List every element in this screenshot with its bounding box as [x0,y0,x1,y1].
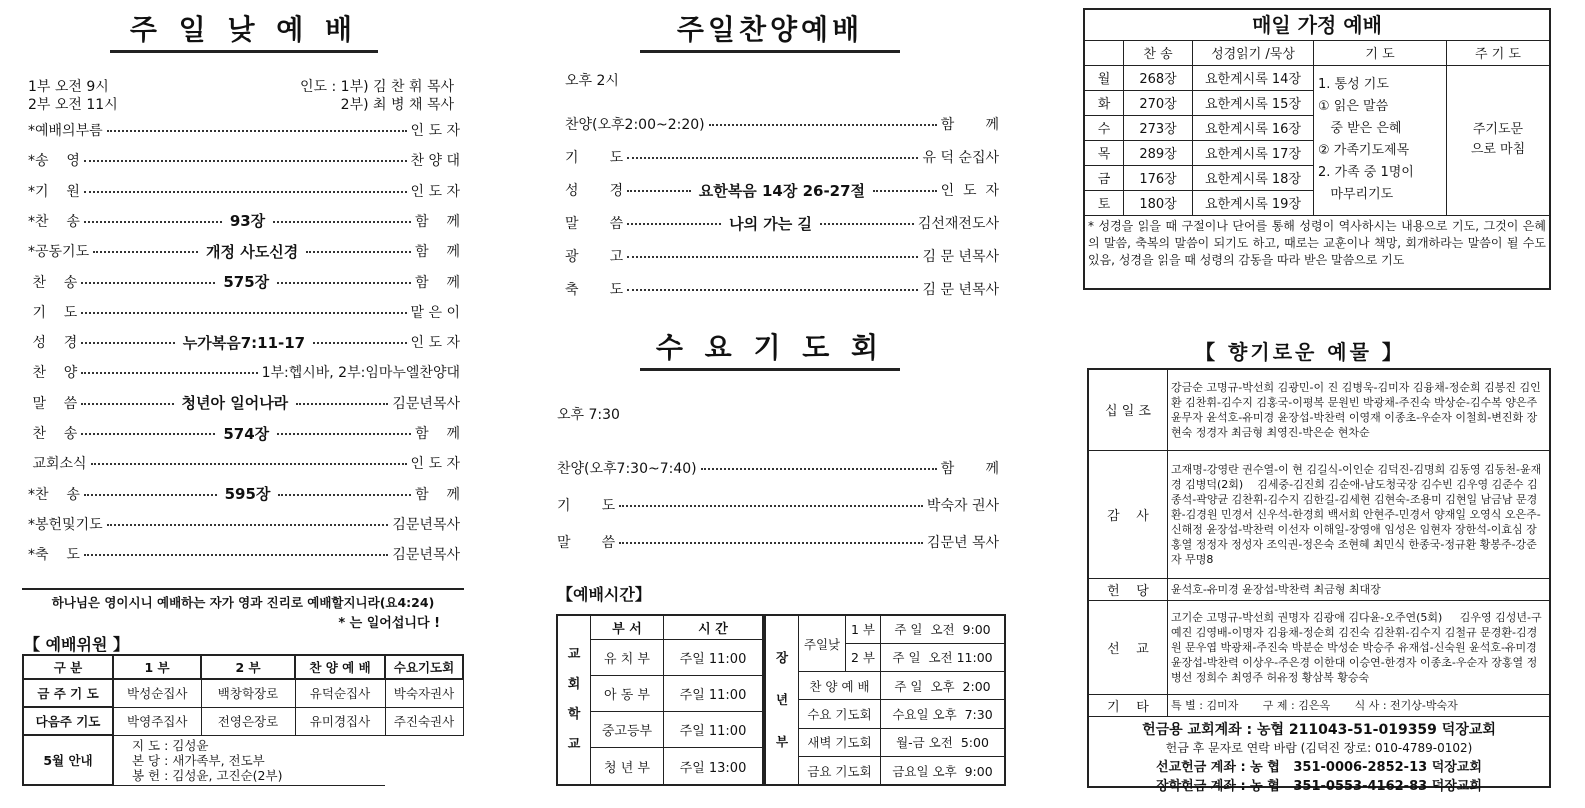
order-leader: 박숙자 권사 [926,498,999,514]
school-header: 부 서 [591,615,664,639]
order-leader: 함 께 [940,461,999,477]
order-leader: 김문년목사 [392,395,460,412]
committee-cell: 박영주집사 [113,707,201,735]
school-label-char: 회 [567,677,581,692]
school-time: 주일 11:00 [664,712,764,748]
committee-row-label: 다음주 기도 [23,707,113,735]
committee-cell: 박숙자권사 [385,679,463,707]
order-item [557,530,999,554]
daily-hymn: 273장 [1124,115,1193,140]
order-item [557,456,999,480]
leader-dots [619,505,923,507]
leader-dots [277,433,411,435]
order-leader: 인 도 자 [410,335,461,352]
may-label: 5월 안내 [23,735,113,785]
mission-account: 선교헌금 계좌 : 농 협 351-0006-2852-13 덕장교회 [1156,760,1482,775]
offering-title: 【 향기로운 예물 】 [1195,340,1405,364]
leader-dots [278,494,411,496]
adult-schedule-table [764,614,1006,786]
order-item [565,178,999,202]
scholarship-account: 장학헌금 계좌 : 농 협 351-0553-4162-83 덕장교회 [1156,779,1482,794]
order-label: *공동기도 [28,244,90,261]
daily-reading: 요한계시록 19장 [1193,190,1314,215]
leader-dots [91,463,407,465]
order-label: 말 씀 [28,395,78,412]
order-label: 기 도 [28,304,78,321]
leader-1: 인도 : 1부) 김 찬 휘 목사 [300,79,454,95]
offering-names: 고재명-강영란 권수열-이 현 김길식-이인순 김덕진-김명희 김동영 김동천-윤재경 김병덕(2회) 김세중-김진희 김순애-남도청국장 김수빈 김우영 김준수 김종석-곽양균 김찬휘-김수지 김한길-김세현 김현숙-조용미 김현일 남금남 문경환-김경원 민경서 신우석-한경희 백서희 안현주-민경서 양재일 오영식 오은주-신해정 윤장섭-박찬력 이선자 이해일-장영애 임성은 임현자 장한석-이효심 장홍열 정정자 정성자 조익권-정은숙 조현혜 최민식 한종국-정규환 황봉주-강준자 무명8 [1168,450,1550,578]
order-label: 기 도 [557,498,616,514]
leader-dots [277,282,411,284]
offering-label: 십 일 조 [1089,370,1168,450]
prayer-line: 마무리기도 [1318,187,1394,203]
praise-service-title: 주일찬양예배 [640,8,900,53]
offering-names: 강금순 고명규-박선희 김광민-이 진 김병욱-김미자 김융채-정순희 김봉진 김인환 김찬휘-김수지 김홍국-이평복 문원빈 박광채-주진숙 박상순-김수복 양은주 윤무자 윤석호-유미경 윤장섭-박찬력 이영재 이종초-우순자 이철희-변진화 장현숙 정경자 최금형 최영진-박은순 현차순 [1168,370,1550,450]
school-time: 주일 11:00 [664,639,764,675]
order-label: *찬 송 [28,213,80,230]
order-item [28,391,460,415]
lords-prayer [1447,65,1550,215]
adult-service: 주일낮 [799,615,846,672]
adult-service: 금요 기도회 [799,757,881,785]
order-leader: 유 덕 순집사 [922,150,999,166]
daily-header: 성경읽기 /묵상 [1193,41,1314,65]
adult-time: 주 일 오전 11:00 [881,643,1006,671]
school-dept: 유 치 부 [591,639,664,675]
order-leader: 찬 양 대 [410,153,460,170]
order-leader: 함 께 [415,274,461,291]
may-line: 지 도 : 김성윤 [132,737,209,753]
leader-dots [81,282,215,284]
order-label: 성 경 [565,183,624,199]
school-dept: 아 동 부 [591,675,664,711]
standing-note: * 는 일어섭니다 ! [338,616,440,631]
order-content: 575장 [223,273,270,291]
daily-reading: 요한계시록 15장 [1193,90,1314,115]
adult-service: 수요 기도회 [799,700,881,728]
adult-label-char: 부 [775,734,789,749]
order-item [565,277,999,301]
adult-service: 찬 양 예 배 [799,672,881,700]
school-dept: 중고등부 [591,712,664,748]
order-content: 요한복음 14장 26-27절 [698,181,866,200]
order-leader: 함 께 [415,426,461,442]
order-item [28,239,460,263]
leader-dots [709,124,937,126]
school-label-char: 학 [567,707,581,722]
order-item [28,209,460,233]
adult-time: 금요일 오후 9:00 [881,757,1006,785]
order-leader: 김선재전도사 [917,216,1000,232]
order-label: 말 씀 [557,535,616,551]
order-item [565,244,999,268]
leader-dots [701,468,937,470]
daily-worship-table [1085,41,1549,215]
leader-dots [820,223,914,225]
order-item [28,179,460,203]
contact-note: 헌금 후 문자로 연락 바람 (김덕진 장로: 010-4789-0102) [1165,741,1473,755]
daily-header: 기 도 [1314,41,1447,65]
daily-header: 찬 송 [1124,41,1193,65]
leader-dots [627,223,721,225]
leader-dots [84,191,407,193]
order-label: 성 경 [28,335,78,352]
order-item [28,118,460,142]
order-content: 누가복음7:11-17 [182,333,306,352]
offering-names: 윤석호-유미경 윤장섭-박찬력 최금형 최대장 [1168,578,1550,600]
service-times [28,78,118,114]
leader-dots [273,221,411,223]
committee-table [22,654,464,786]
leader-dots [84,221,222,223]
order-label: 찬양(오후7:30~7:40) [557,461,697,477]
order-label: *찬 송 [28,486,80,503]
committee-title: 【 예배위원 】 [24,635,129,654]
daily-worship-title: 매일 가정 예배 [1085,10,1549,41]
offering-table [1089,370,1549,716]
leader-dots [627,256,918,258]
sunday-service-title: 주 일 낮 예 배 [110,8,378,53]
committee-cell: 전영은장로 [201,707,295,735]
adult-label-char: 년 [775,692,789,707]
school-label-char: 교 [567,647,581,662]
adult-time: 주 일 오전 9:00 [881,615,1006,643]
lords-prayer-line: 으로 마침 [1470,142,1526,158]
committee-header: 1 부 [113,655,201,679]
order-leader: 함 께 [415,244,461,261]
daily-day: 목 [1085,140,1124,165]
leader-dots [84,160,407,162]
adult-part: 1 부 [846,615,881,643]
daily-reading: 요한계시록 16장 [1193,115,1314,140]
order-content: 574장 [223,424,270,443]
committee-cell: 백창학장로 [201,679,295,707]
leader-dots [81,312,406,314]
committee-header: 구 분 [23,655,113,679]
lords-prayer-line: 주기도문 [1472,122,1524,138]
committee-header: 수요기도회 [385,655,463,679]
adult-label [765,615,799,785]
order-item [28,512,460,536]
order-leader: 김문년 목사 [926,535,999,551]
daily-header: 주 기 도 [1447,41,1550,65]
may-info [113,735,385,785]
leader-dots [107,524,389,526]
leader-dots [93,251,198,253]
daily-header [1085,41,1124,65]
leader-dots [84,494,217,496]
prayer-line: 중 받은 은혜 [1318,121,1402,137]
school-header: 시 간 [664,615,764,639]
leader-dots [84,554,389,556]
order-content: 개정 사도신경 [206,242,299,261]
order-label: *기 원 [28,183,80,200]
bank-accounts [1089,716,1549,794]
order-leader: 김문년목사 [392,547,460,564]
order-label: 찬양(오후2:00~2:20) [565,117,705,133]
daily-hymn: 180장 [1124,190,1193,215]
order-label: 찬 양 [28,365,78,382]
order-item [28,482,460,506]
offering-label: 헌 당 [1089,578,1168,600]
school-label [557,615,591,785]
committee-row-label: 금 주 기 도 [23,679,113,707]
offering-box [1087,368,1551,794]
order-leader: 인 도 자 [410,123,460,139]
order-leader: 인 도 자 [410,183,460,200]
order-content: 청년아 일어나라 [181,394,289,413]
church-account: 헌금용 교회계좌 : 농협 211043-51-019359 덕장교회 [1142,722,1496,738]
order-label: 말 씀 [565,216,624,232]
order-item [565,211,999,235]
order-leader: 함 께 [415,486,460,503]
daily-hymn: 270장 [1124,90,1193,115]
order-label: 찬 송 [28,274,78,291]
order-item [28,421,460,445]
order-label: *송 영 [28,153,80,170]
adult-time: 월-금 오전 5:00 [881,728,1006,756]
order-content: 93장 [229,212,266,231]
daily-day: 화 [1085,90,1124,115]
school-dept: 청 년 부 [591,748,664,785]
order-leader: 함 께 [940,117,999,133]
school-time: 주일 11:00 [664,675,764,711]
daily-hymn: 268장 [1124,65,1193,90]
schedule-title: 【예배시간】 [557,585,651,604]
order-label: 기 도 [565,150,624,166]
order-item [28,148,460,172]
leader-dots [306,251,411,253]
order-leader: 1부:헵시바, 2부:임마누엘찬양대 [261,365,460,382]
prayer-line: ② 가족기도제목 [1318,143,1410,159]
daily-day: 월 [1085,65,1124,90]
adult-time: 수요일 오후 7:30 [881,700,1006,728]
order-item [565,145,999,169]
adult-part: 2 부 [846,643,881,671]
adult-time: 주 일 오후 2:00 [881,672,1006,700]
may-line: 봉 헌 : 김성윤, 고진순(2부) [132,767,283,783]
order-item [28,300,460,324]
daily-day: 금 [1085,165,1124,190]
offering-label: 감 사 [1089,450,1168,578]
order-leader: 맡 은 이 [410,304,460,321]
order-item [557,493,999,517]
leader-dots [627,157,918,159]
committee-header: 찬 양 예 배 [295,655,385,679]
leader-dots [81,372,257,374]
daily-reading: 요한계시록 17장 [1193,140,1314,165]
daily-reading: 요한계시록 14장 [1193,65,1314,90]
offering-label: 선 교 [1089,600,1168,694]
leader-dots [619,542,923,544]
order-item [565,112,999,136]
daily-hymn: 176장 [1124,165,1193,190]
order-item [28,330,460,354]
adult-label-char: 장 [775,650,789,665]
order-leader: 김 문 년목사 [922,282,999,298]
offering-names: 특 별 : 김미자 구 제 : 김은옥 식 사 : 전기상-박숙자 [1168,694,1550,716]
daily-prayer [1314,65,1447,215]
order-label: 찬 송 [28,426,78,442]
leader-dots [873,190,937,192]
school-schedule-table [556,614,764,786]
order-item [28,270,460,294]
order-item [28,451,460,475]
committee-cell: 유덕순집사 [295,679,385,707]
committee-cell: 박성순집사 [113,679,201,707]
order-leader: 인 도 자 [410,456,460,473]
offering-label: 기 타 [1089,694,1168,716]
prayer-line: 2. 가족 중 1명이 [1318,165,1414,181]
praise-time: 오후 2시 [565,73,619,89]
daily-note: * 성경을 읽을 때 구절이나 단어를 통해 성령이 역사하시는 내용으로 기도, 그것이 은혜의 말씀, 축복의 말씀이 되기도 하고, 때로는 교훈이나 책망, 회개하라는 말씀이 될 수도 있음, 성경을 읽을 때 성령의 감동을 따라 받은 말씀으로 기도 [1085,215,1549,271]
daily-day: 수 [1085,115,1124,140]
daily-reading: 요한계시록 18장 [1193,165,1314,190]
service-time-2: 2부 오전 11시 [28,97,118,113]
committee-cell: 유미경집사 [295,707,385,735]
leader-dots [313,342,406,344]
order-leader: 김문년목사 [392,516,460,533]
order-leader: 함 께 [415,213,460,230]
daily-hymn: 289장 [1124,140,1193,165]
leader-dots [81,403,173,405]
offering-names: 고기순 고명규-박선희 권명자 김광애 김다윤-오주연(5회) 김우영 김성년-구예진 김영배-이명자 김융채-정순희 김진숙 김찬휘-김수지 김철규 문경환-김경원 문우엽 박광채-주진숙 박분순 박성순 박승주 유재섭-신숙원 윤석호-유미경 윤장섭-박찬력 이상우-주은경 이한대 이승연-한경자 이종초-우순자 장홍열 정병선 정희수 최영주 허유정 황삼복 황승숙 [1168,600,1550,694]
school-time: 주일 13:00 [664,748,764,785]
prayer-line: 1. 통성 기도 [1318,77,1389,93]
prayer-line: ① 읽은 말씀 [1318,99,1389,115]
order-label: 축 도 [565,282,624,298]
wed-time: 오후 7:30 [557,407,620,423]
order-content: 595장 [224,485,271,504]
adult-service: 새벽 기도회 [799,728,881,756]
order-content: 나의 가는 길 [729,214,812,233]
order-label: 교회소식 [28,456,87,473]
order-item [28,360,460,384]
leader-dots [81,342,174,344]
order-leader: 인 도 자 [940,183,999,199]
order-label: *축 도 [28,547,80,564]
order-item [28,542,460,566]
committee-cell: 주진숙권사 [385,707,463,735]
may-line: 본 당 : 새가족부, 전도부 [132,752,265,768]
verse-banner: 하나님은 영이시니 예배하는 자가 영과 진리로 예배할지니라(요4:24) [22,588,464,611]
leader-dots [81,433,215,435]
order-label: *봉헌및기도 [28,516,103,533]
leader-dots [627,190,691,192]
committee-header: 2 부 [201,655,295,679]
order-leader: 김 문 년목사 [922,249,999,265]
leader-2: 2부) 최 병 채 목사 [340,97,454,113]
service-leaders [240,78,454,114]
leader-dots [107,130,407,132]
daily-day: 토 [1085,190,1124,215]
order-label: 광 고 [565,249,624,265]
school-label-char: 교 [567,737,581,752]
service-time-1: 1부 오전 9시 [28,79,109,95]
leader-dots [296,403,388,405]
daily-worship-box [1083,8,1551,290]
leader-dots [627,289,918,291]
wed-prayer-title: 수 요 기 도 회 [640,326,900,371]
order-label: *예배의부름 [28,123,103,139]
